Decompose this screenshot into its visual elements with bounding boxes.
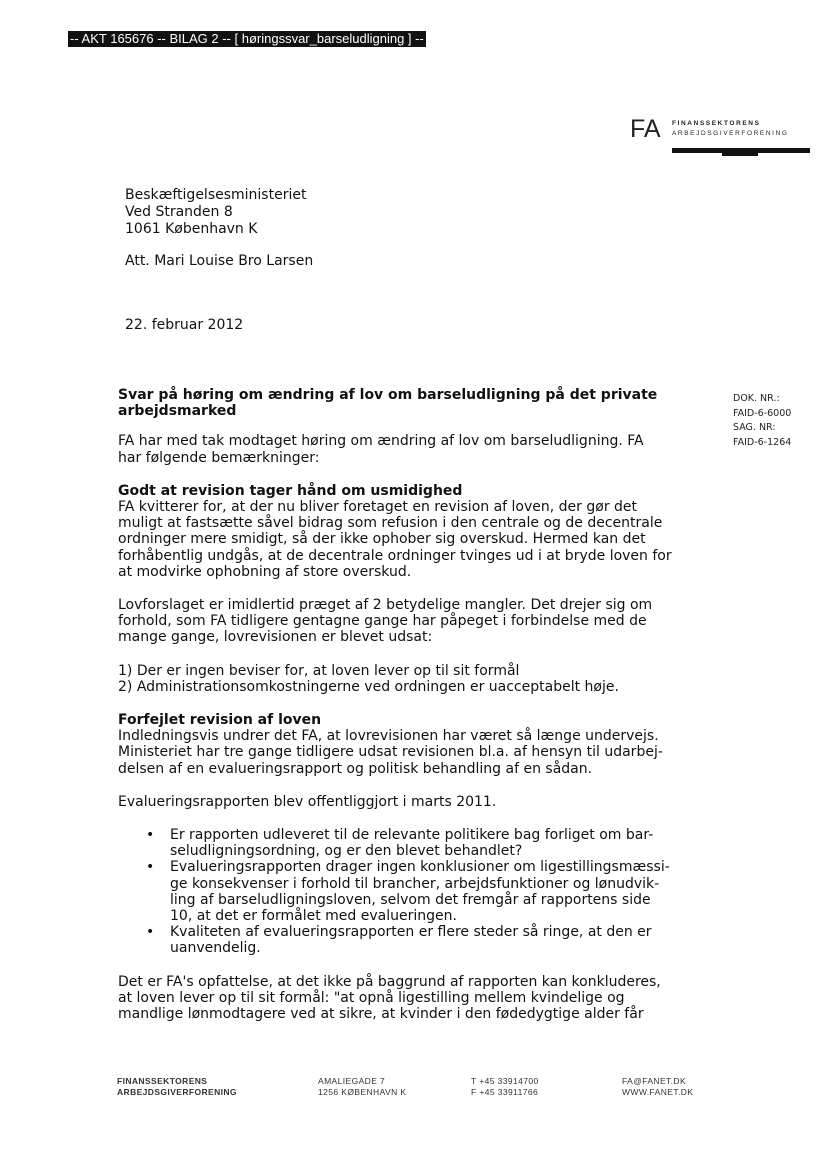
text-line: delsen af en evalueringsrapport og politisk behandling af en sådan. <box>118 760 593 777</box>
footer-street: AMALIEGADE 7 <box>318 1076 386 1086</box>
footer-org-line: FINANSSEKTORENS <box>117 1076 208 1086</box>
logo-line-1: FINANSSEKTORENS <box>672 120 761 127</box>
text-line: at modvirke ophobning af store overskud. <box>118 563 412 580</box>
numbered-item: 2) Administrationsomkostningerne ved ordningen er uacceptabelt høje. <box>118 678 619 695</box>
text-line: 10, at det er formålet med evalueringen. <box>170 908 457 925</box>
title-line: arbejdsmarked <box>118 403 237 420</box>
text-line: at loven lever op til sit formål: "at opnå ligestilling mellem kvindelige og <box>118 989 625 1006</box>
text-line: Lovforslaget er imidlertid præget af 2 betydelige mangler. Det drejer sig om <box>118 597 653 614</box>
text-line: mandlige lønmodtagere ved at sikre, at kvinder i den fødedygtige alder får <box>118 1006 644 1023</box>
section-1-heading: Godt at revision tager hånd om usmidighed <box>118 482 463 499</box>
text-line: FA kvitterer for, at der nu bliver foretaget en revision af loven, der gør det <box>118 499 638 516</box>
footer-web-link[interactable]: WWW.FANET.DK <box>622 1087 694 1097</box>
text-line: Ministeriet har tre gange tidligere udsat revisionen bl.a. af hensyn til udarbej- <box>118 744 663 761</box>
reference-numbers <box>733 392 791 450</box>
footer-phone <box>471 1076 539 1098</box>
paragraph-4 <box>118 974 678 1023</box>
logo-line-2: ARBEJDSGIVERFORENING <box>672 130 789 137</box>
sag-label: SAG. NR: <box>733 422 776 433</box>
text-line: mange gange, lovrevisionen er blevet udsat: <box>118 629 433 646</box>
bullet-item <box>146 827 678 859</box>
numbered-list <box>118 663 678 695</box>
footer-contact <box>622 1076 693 1098</box>
text-line: ge konsekvenser i forhold til brancher, arbejdsfunktioner og lønudvik- <box>170 875 660 892</box>
dok-label: DOK. NR.: <box>733 393 780 404</box>
paragraph-2 <box>118 597 678 646</box>
section-1-paragraph <box>118 499 678 580</box>
letter-date: 22. februar 2012 <box>125 317 244 333</box>
text-line: Det er FA's opfattelse, at det ikke på baggrund af rapporten kan konkluderes, <box>118 973 661 990</box>
footer-org <box>117 1076 237 1098</box>
recipient-address <box>125 187 306 238</box>
text-line: • Kvaliteten af evalueringsrapporten er flere steder så ringe, at den er <box>170 924 652 941</box>
numbered-item: 1) Der er ingen beviser for, at loven lever op til sit formål <box>118 662 520 679</box>
recipient-line: Beskæftigelsesministeriet <box>125 187 307 203</box>
footer-telephone: T +45 33914700 <box>471 1076 539 1086</box>
logo-abbr: FA <box>630 115 661 143</box>
recipient-attention: Att. Mari Louise Bro Larsen <box>125 253 314 269</box>
letter-body <box>118 387 678 1022</box>
text-line: ling af barseludligningsloven, selvom det fremgår af rapportens side <box>170 891 651 908</box>
text-line: har følgende bemærkninger: <box>118 449 320 466</box>
document-stamp: -- AKT 165676 -- BILAG 2 -- [ høringssvar_barseludligning ] -- <box>70 31 424 46</box>
text-line: FA har med tak modtaget høring om ændring af lov om barseludligning. FA <box>118 433 644 450</box>
intro-paragraph <box>118 433 678 465</box>
dok-value: FAID-6-6000 <box>733 407 792 419</box>
text-line: seludligningsordning, og er den blevet behandlet? <box>170 843 523 860</box>
text-line: Indledningsvis undrer det FA, at lovrevisionen har været så længe undervejs. <box>118 728 659 745</box>
footer-email-link[interactable]: FA@FANET.DK <box>622 1076 687 1086</box>
footer-city: 1256 KØBENHAVN K <box>318 1087 407 1097</box>
text-line: ordninger mere smidigt, så der ikke ophober sig overskud. Hermed kan det <box>118 531 646 548</box>
text-line: • Evalueringsrapporten drager ingen konklusioner om ligestillingsmæssi- <box>170 859 670 876</box>
bullet-item <box>146 859 678 924</box>
section-2-heading: Forfejlet revision af loven <box>118 712 322 729</box>
logo-bar-accent <box>722 153 758 156</box>
recipient-line: 1061 København K <box>125 221 258 237</box>
recipient-line: Ved Stranden 8 <box>125 204 233 220</box>
text-line: forhåbentlig undgås, at de decentrale ordninger tvinges ud i at bryde loven for <box>118 547 672 564</box>
section-2-paragraph <box>118 728 678 777</box>
text-line: uanvendelig. <box>170 940 261 957</box>
paragraph-3: Evalueringsrapporten blev offentliggjort i marts 2011. <box>118 793 497 810</box>
bullet-list <box>118 827 678 957</box>
letter-title <box>118 387 678 419</box>
text-line: • Er rapporten udleveret til de relevante politikere bag forliget om bar- <box>170 827 654 844</box>
footer-fax: F +45 33911766 <box>471 1087 539 1097</box>
footer-address <box>318 1076 406 1098</box>
text-line: forhold, som FA tidligere gentagne gange har påpeget i forbindelse med de <box>118 613 647 630</box>
footer-org-line: ARBEJDSGIVERFORENING <box>117 1087 237 1097</box>
bullet-item <box>146 924 678 956</box>
sag-value: FAID-6-1264 <box>733 436 792 448</box>
text-line: muligt at fastsætte såvel bidrag som refusion i den centrale og de decentrale <box>118 515 663 532</box>
title-line: Svar på høring om ændring af lov om barseludligning på det private <box>118 387 658 403</box>
